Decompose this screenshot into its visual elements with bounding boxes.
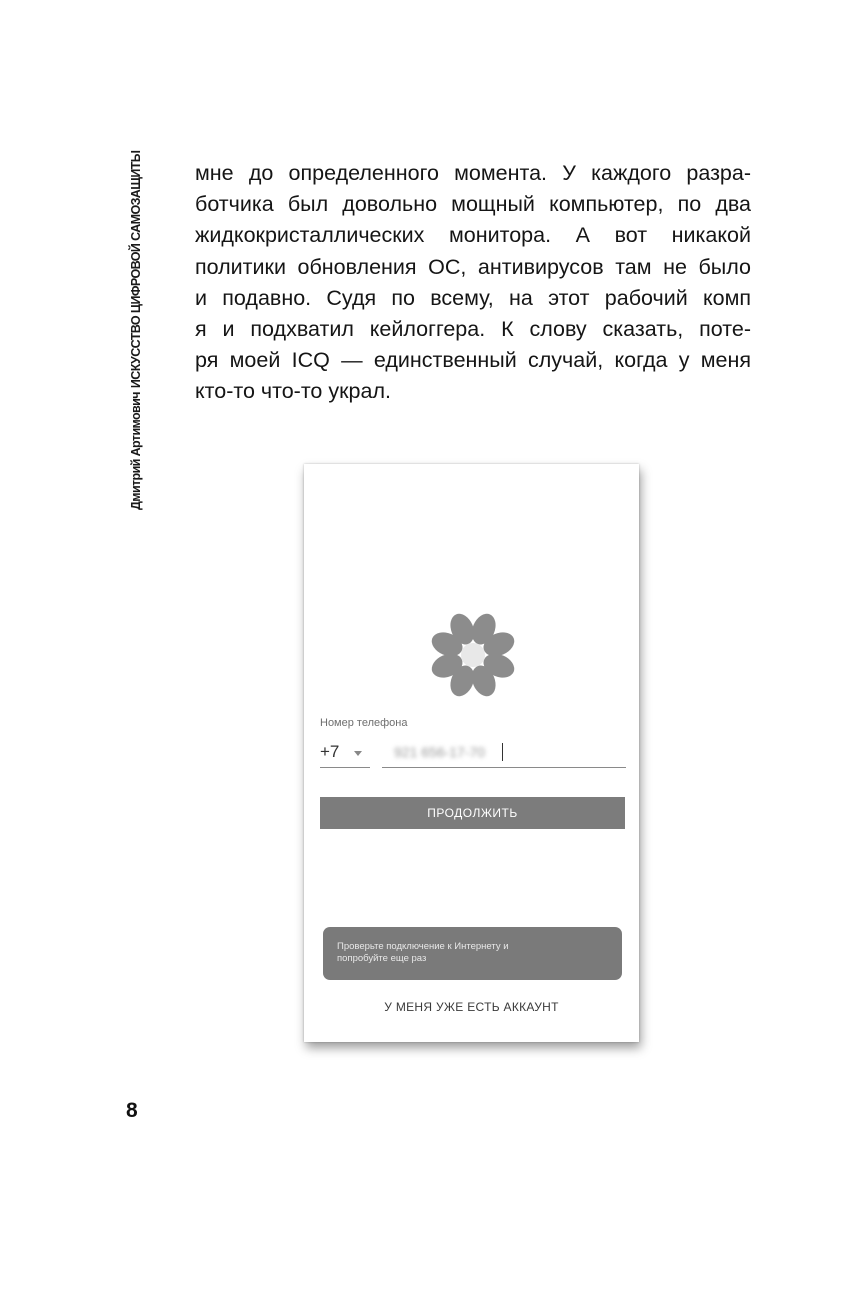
body-line: кто-то что-то украл. — [195, 379, 391, 404]
spine-author: Дмитрий Артимович — [129, 392, 143, 510]
body-line: ботчика был довольно мощный компьютер, по два — [195, 192, 751, 217]
snackbar-line: попробуйте еще раз — [337, 953, 427, 964]
body-paragraph — [195, 158, 751, 408]
body-line: политики обновления ОС, антивирусов там не было — [195, 254, 751, 279]
icq-login-screenshot — [304, 464, 639, 1042]
spine-title: ИСКУССТВО ЦИФРОВОЙ САМОЗАЩИТЫ — [129, 150, 143, 389]
phone-label: Номер телефона — [320, 717, 408, 729]
chevron-down-icon — [354, 751, 362, 756]
icq-flower-icon — [428, 610, 518, 700]
body-line: мне до определенного момента. У каждого разра- — [195, 161, 751, 185]
flower-center — [461, 643, 485, 667]
country-code-select[interactable] — [320, 740, 370, 768]
page-number: 8 — [126, 1099, 138, 1122]
error-snackbar — [323, 927, 622, 980]
body-line: жидкокристаллических монитора. А вот никакой — [195, 223, 751, 248]
snackbar-line: Проверьте подключение к Интернету и — [337, 941, 509, 952]
body-line: и подавно. Судя по всему, на этот рабочий комп — [195, 285, 751, 310]
body-line: ря моей ICQ — единственный случай, когда у меня — [195, 348, 751, 373]
phone-input[interactable] — [382, 740, 626, 768]
text-cursor — [502, 743, 503, 761]
country-code-value: +7 — [320, 742, 340, 761]
phone-value: 921 656-17-70 — [394, 744, 486, 760]
body-line: я и подхватил кейлоггера. К слову сказать, поте- — [195, 317, 751, 342]
spine-header — [126, 150, 146, 510]
continue-button[interactable]: ПРОДОЛЖИТЬ — [320, 797, 625, 829]
have-account-link[interactable]: У МЕНЯ УЖЕ ЕСТЬ АККАУНТ — [384, 1000, 559, 1014]
